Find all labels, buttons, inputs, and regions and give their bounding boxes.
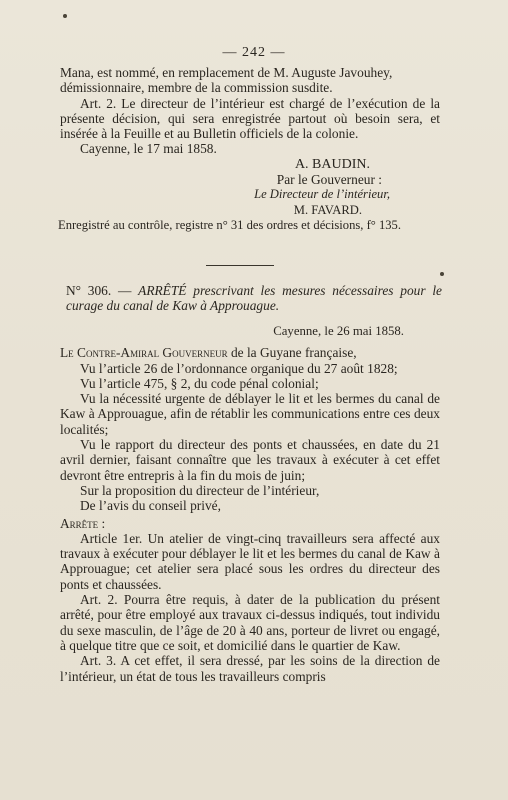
vu-2: Vu l’article 475, § 2, du code pénal colonial;: [80, 375, 319, 391]
ink-spot: [440, 272, 444, 276]
decision-article-2: Art. 2. Le directeur de l’intérieur est chargé de l’exécution de la présente décision, qui sera enregistrée partout où besoin sera, et insérée à la Feuille et au Bulletin officiels de la colonie.: [60, 95, 440, 142]
arrete-label: Arrête :: [60, 515, 106, 531]
section-divider: [206, 265, 274, 266]
directeur-interieur: Le Directeur de l’intérieur,: [254, 187, 390, 202]
ink-spot: [63, 14, 67, 18]
vu-1: Vu l’article 26 de l’ordonnance organique du 27 août 1828;: [80, 360, 398, 376]
vu-3: Vu la nécessité urgente de déblayer le lit et les bermes du canal de Kaw à Approuague, afin de rétablir les communications entre ces deux localités;: [60, 391, 440, 437]
nomination-line-1: Mana, est nommé, en remplacement de M. Auguste Javouhey,: [60, 65, 393, 80]
avis-conseil: De l’avis du conseil privé,: [80, 498, 221, 514]
page-number: — 242 —: [222, 45, 286, 60]
article-3: Art. 3. A cet effet, il sera dressé, par les soins de la direction de l’intérieur, un état de tous les travailleurs compris: [60, 653, 440, 684]
arrete-title: ARRÊTÉ prescrivant les mesures nécessaires pour le curage du canal de Kaw à Approuague.: [66, 283, 442, 314]
top-section: [60, 65, 440, 233]
par-le-gouverneur: Par le Gouverneur :: [276, 172, 382, 188]
nomination-line-2: démissionnaire, membre de la commission susdite.: [60, 80, 333, 96]
registration-note: Enregistré au contrôle, registre n° 31 des ordres et décisions, f° 135.: [58, 217, 402, 232]
arrete-number: N° 306. —: [66, 283, 132, 298]
preamble-rest: de la Guyane française,: [227, 345, 357, 361]
arrete-heading: [66, 283, 442, 314]
arrete-body: [60, 324, 440, 684]
arrete-dateline: Cayenne, le 26 mai 1858.: [273, 324, 404, 338]
sur-proposition: Sur la proposition du directeur de l’intérieur,: [80, 482, 320, 498]
vu-4: Vu le rapport du directeur des ponts et chaussées, en date du 21 avril dernier, faisant connaître que les travaux à exécuter à cet effet devront être entrepris à la fin du mois de juin;: [60, 437, 440, 483]
article-1: Article 1er. Un atelier de vingt-cinq travailleurs sera affecté aux travaux à exécuter pour déblayer le lit et les bermes du canal de Kaw à Approuague; cet atelier sera placé sous les ordres du directeur des ponts et chaussées.: [60, 530, 440, 592]
signature-baudin: A. BAUDIN.: [294, 156, 370, 172]
signature-favard: M. FAVARD.: [293, 202, 362, 217]
decision-dateline: Cayenne, le 17 mai 1858.: [80, 141, 217, 157]
preamble: [60, 345, 440, 360]
preamble-lead: Le Contre-Amiral Gouverneur: [60, 345, 228, 361]
article-2: Art. 2. Pourra être requis, à dater de la publication du présent arrêté, pour être employé aux travaux ci-dessus indiqués, tout individu du sexe masculin, de l’âge de 20 à 40 ans, porteur de livret ou engagé, à quelque titre que ce soit, et domicilié dans le quartier de Kaw.: [60, 592, 440, 653]
